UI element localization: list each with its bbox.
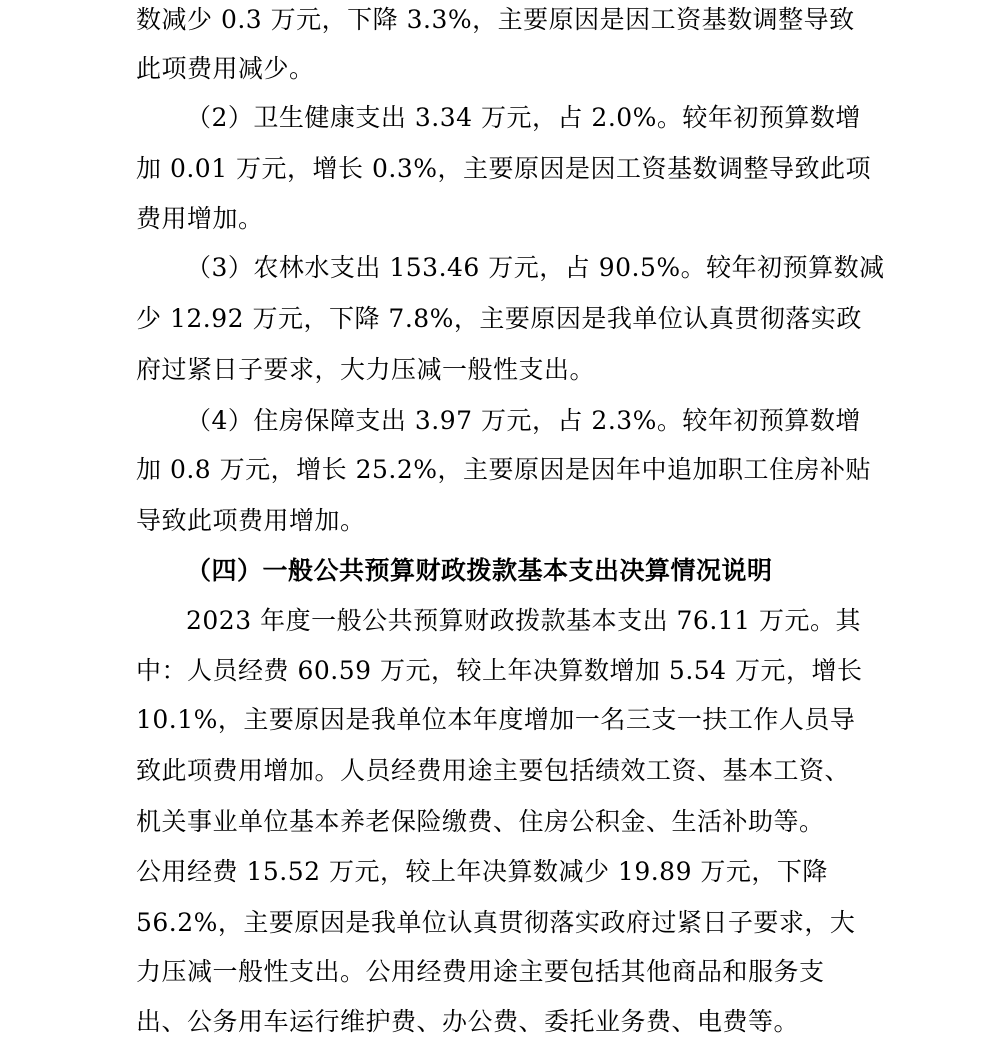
- text-line: 费用增加。: [136, 204, 264, 233]
- text-line: 中：人员经费 60.59 万元，较上年决算数增加 5.54 万元，增长: [136, 656, 863, 685]
- text-line: （2）卫生健康支出 3.34 万元，占 2.0%。较年初预算数增: [186, 103, 861, 132]
- text-line: 2023 年度一般公共预算财政拨款基本支出 76.11 万元。其: [186, 606, 862, 635]
- text-line: 此项费用减少。: [136, 54, 315, 83]
- text-line: 少 12.92 万元，下降 7.8%，主要原因是我单位认真贯彻落实政: [136, 304, 862, 333]
- text-line: 公用经费 15.52 万元，较上年决算数减少 19.89 万元，下降: [136, 857, 828, 886]
- text-line: 10.1%，主要原因是我单位本年度增加一名三支一扶工作人员导: [136, 705, 856, 734]
- text-line: 56.2%，主要原因是我单位认真贯彻落实政府过紧日子要求，大: [136, 908, 856, 937]
- section-heading: （四）一般公共预算财政拨款基本支出决算情况说明: [186, 556, 773, 585]
- text-line: 加 0.01 万元，增长 0.3%，主要原因是因工资基数调整导致此项: [136, 154, 872, 183]
- text-line: 致此项费用增加。人员经费用途主要包括绩效工资、基本工资、: [136, 756, 851, 785]
- text-line: 出、公务用车运行维护费、办公费、委托业务费、电费等。: [136, 1007, 800, 1036]
- text-line: 加 0.8 万元，增长 25.2%，主要原因是因年中追加职工住房补贴: [136, 455, 872, 484]
- text-line: 数减少 0.3 万元，下降 3.3%，主要原因是因工资基数调整导致: [136, 5, 855, 34]
- text-line: （4）住房保障支出 3.97 万元，占 2.3%。较年初预算数增: [186, 406, 861, 435]
- text-line: 府过紧日子要求，大力压减一般性支出。: [136, 355, 596, 384]
- text-line: 导致此项费用增加。: [136, 506, 366, 535]
- text-line: （3）农林水支出 153.46 万元，占 90.5%。较年初预算数减: [186, 253, 885, 282]
- text-line: 机关事业单位基本养老保险缴费、住房公积金、生活补助等。: [136, 807, 825, 836]
- text-line: 力压减一般性支出。公用经费用途主要包括其他商品和服务支: [136, 957, 825, 986]
